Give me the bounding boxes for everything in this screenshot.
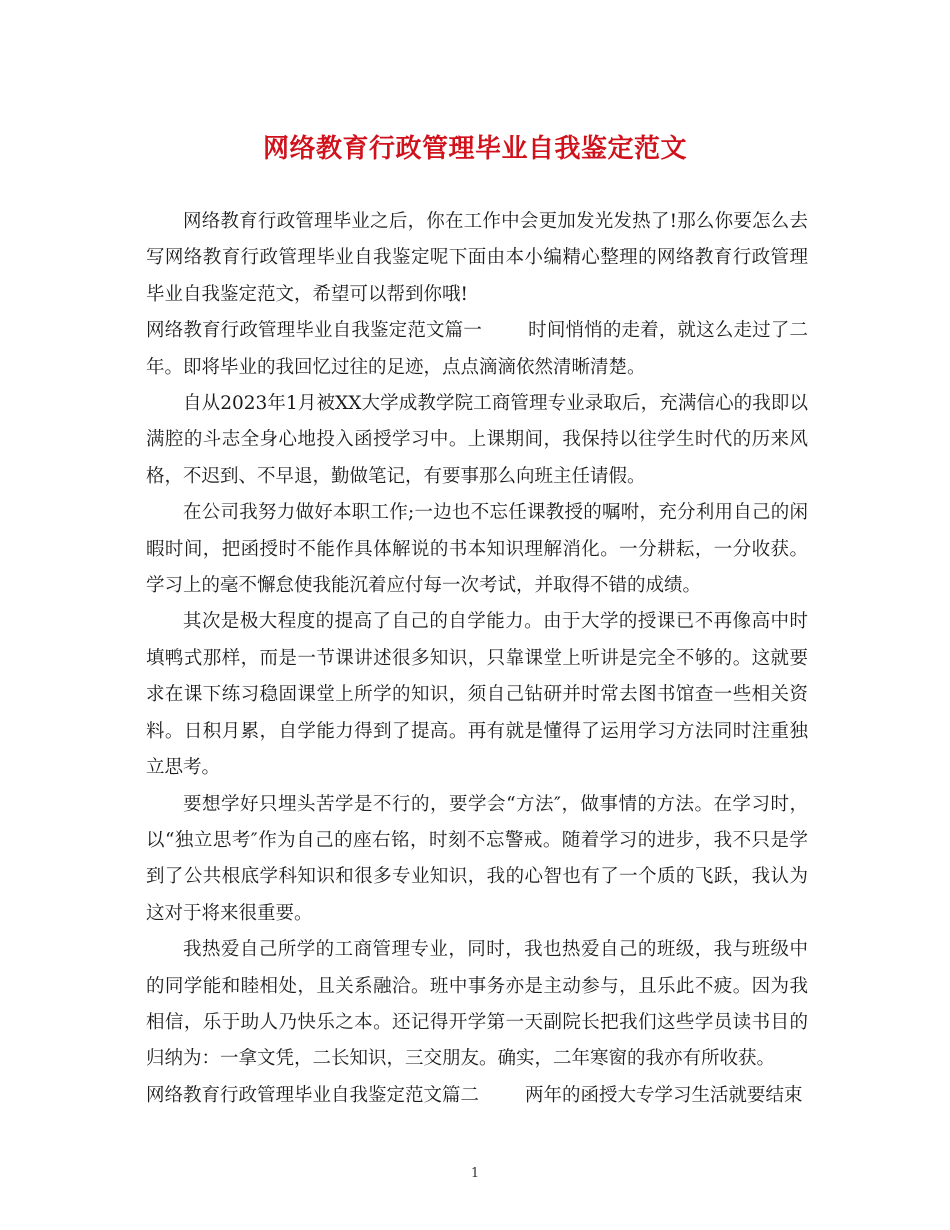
body-paragraph: 在公司我努力做好本职工作;一边也不忘任课教授的嘱咐，充分利用自己的闲暇时间，把函授时不能作具体解说的书本知识理解消化。一分耕耘，一分收获。学习上的毫不懈怠使我能沉着应付每一次考试，并取得不错的成绩。	[146, 502, 808, 597]
body-paragraph: 其次是极大程度的提高了自己的自学能力。由于大学的授课已不再像高中时填鸭式那样，而是一节课讲述很多知识，只靠课堂上听讲是完全不够的。这就要求在课下练习稳固课堂上所学的知识，须自己钻研并时常去图书馆查一些相关资料。日积月累，自学能力得到了提高。再有就是懂得了运用学习方法同时注重独立思考。	[146, 611, 808, 779]
section-two-paragraph	[146, 1078, 808, 1114]
body-paragraph: 我热爱自己所学的工商管理专业，同时，我也热爱自己的班级，我与班级中的同学能和睦相处，且关系融洽。班中事务亦是主动参与，且乐此不疲。因为我相信，乐于助人乃快乐之本。还记得开学第一天副院长把我们这些学员读书目的归纳为：一拿文凭，二长知识，三交朋友。确实，二年寒窗的我亦有所收获。	[146, 939, 808, 1070]
section-one-text: 时间悄悄的走着，就这么走过了二年。即将毕业的我回忆过往的足迹，点点滴滴依然清晰清楚。	[146, 320, 808, 378]
section-two-heading: 网络教育行政管理毕业自我鉴定范文篇二	[146, 1084, 480, 1106]
body-paragraph: 自从2023年1月被XX大学成教学院工商管理专业录取后，充满信心的我即以满腔的斗志全身心地投入函授学习中。上课期间，我保持以往学生时代的历来风格，不迟到、不早退，勤做笔记，有要事那么向班主任请假。	[146, 393, 808, 487]
intro-paragraph: 网络教育行政管理毕业之后，你在工作中会更加发光发热了!那么你要怎么去写网络教育行政管理毕业自我鉴定呢下面由本小编精心整理的网络教育行政管理毕业自我鉴定范文，希望可以帮到你哦!	[146, 211, 808, 305]
section-one-heading: 网络教育行政管理毕业自我鉴定范文篇一	[146, 320, 482, 342]
section-one-paragraph	[146, 313, 808, 386]
section-two-text: 两年的函授大专学习生活就要结束	[525, 1084, 803, 1106]
document-title: 网络教育行政管理毕业自我鉴定范文	[262, 134, 687, 164]
page-number: 1	[470, 1166, 480, 1181]
body-paragraph: 要想学好只埋头苦学是不行的，要学会“方法″，做事情的方法。在学习时，以“独立思考″作为自己的座右铭，时刻不忘警戒。随着学习的进步，我不只是学到了公共根底学科知识和很多专业知识，我的心智也有了一个质的飞跃，我认为这对于将来很重要。	[146, 793, 808, 924]
document-body	[146, 204, 808, 1114]
